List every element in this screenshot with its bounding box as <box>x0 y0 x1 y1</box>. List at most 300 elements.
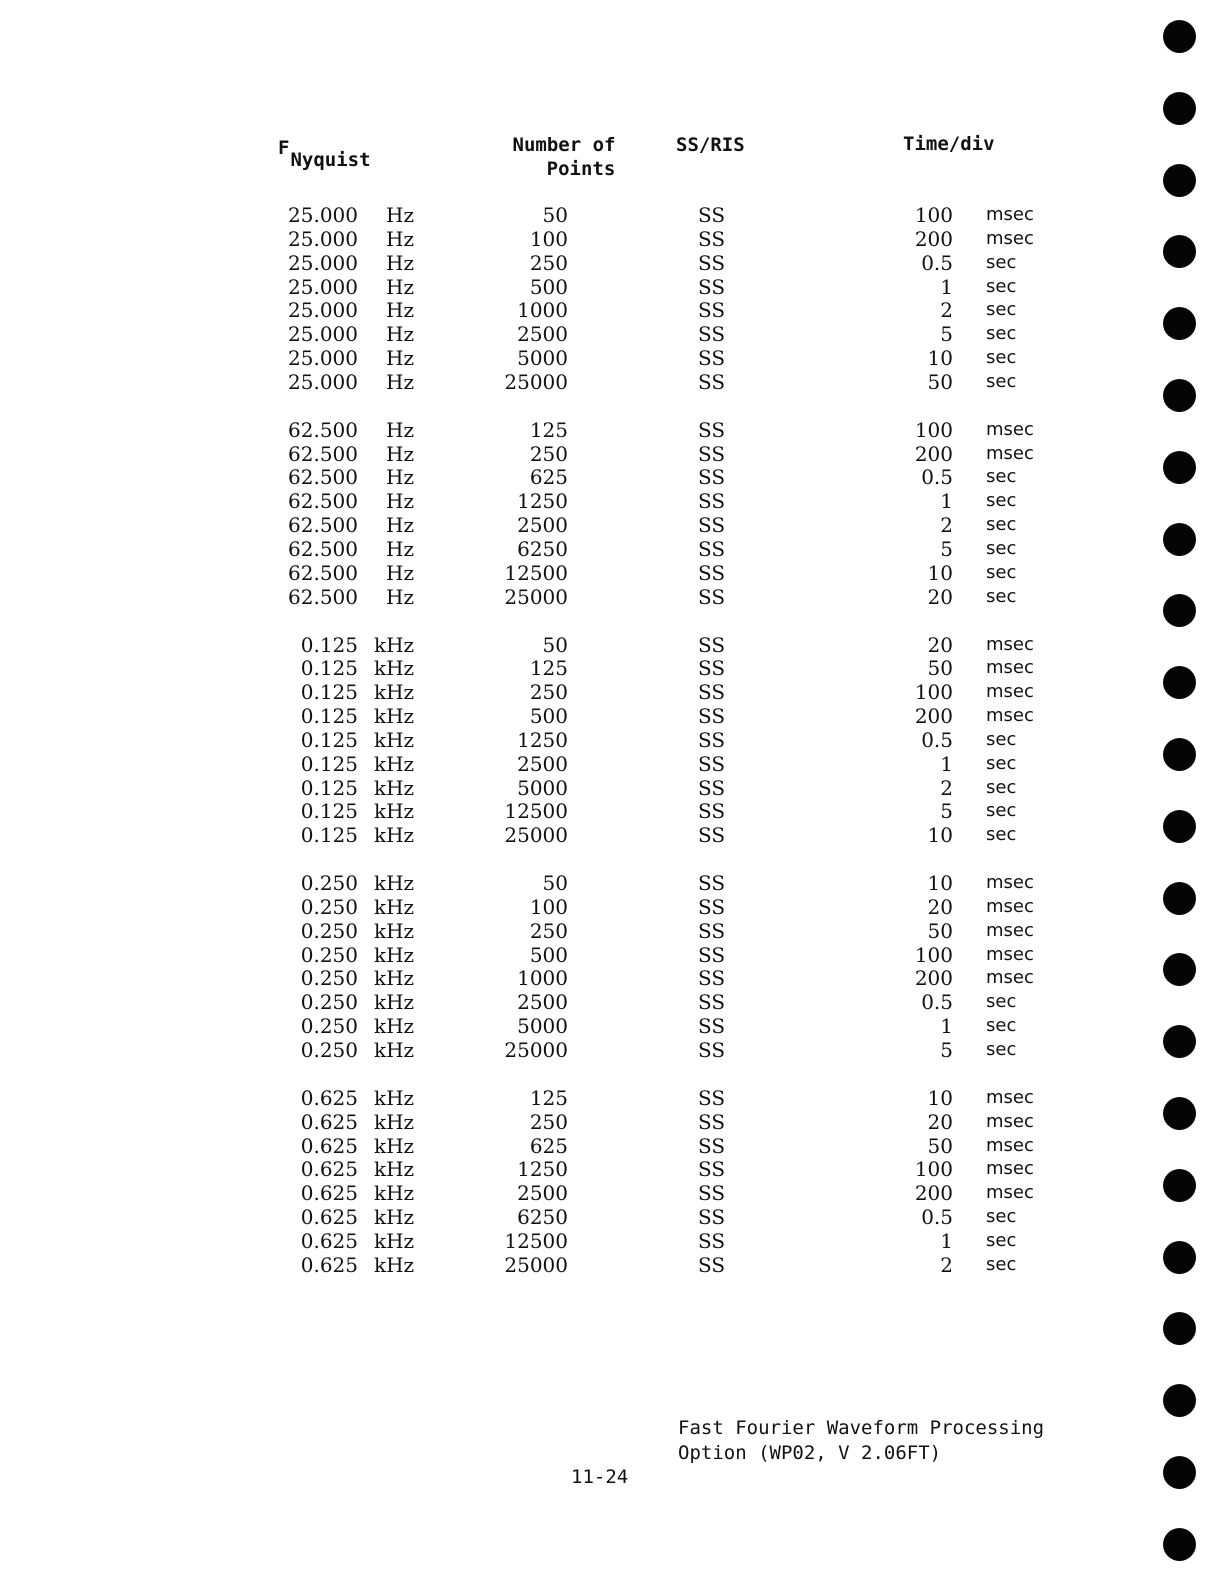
cell-frequency: 62.500 <box>288 441 358 466</box>
cell-frequency: 0.625 <box>300 1181 358 1206</box>
cell-ss-ris: SS <box>698 250 726 275</box>
table-row <box>270 943 1070 967</box>
cell-frequency-unit: kHz <box>374 966 415 991</box>
table-row <box>270 298 1070 322</box>
binder-hole-icon <box>1163 594 1196 627</box>
table-row <box>270 418 1070 442</box>
cell-frequency: 62.500 <box>288 489 358 514</box>
cell-ss-ris: SS <box>698 584 726 609</box>
cell-ss-ris: SS <box>698 871 726 896</box>
page-number: 11-24 <box>571 1466 629 1488</box>
cell-ss-ris: SS <box>698 1181 726 1206</box>
cell-ss-ris: SS <box>698 632 726 657</box>
table-row <box>270 489 1070 513</box>
cell-time-div-value: 20 <box>927 632 953 657</box>
cell-number-of-points: 1250 <box>517 1157 568 1182</box>
cell-frequency-unit: kHz <box>374 751 415 776</box>
header-points-line2: Points <box>546 158 616 180</box>
cell-time-div-unit: msec <box>986 919 1034 941</box>
cell-frequency: 0.250 <box>300 990 358 1015</box>
binder-hole-icon <box>1163 235 1196 268</box>
cell-frequency-unit: Hz <box>386 322 414 347</box>
cell-time-div-value: 5 <box>940 799 953 824</box>
cell-time-div-unit: sec <box>986 251 1017 273</box>
header-f-main: F <box>278 137 290 159</box>
cell-ss-ris: SS <box>698 203 726 227</box>
cell-frequency: 0.250 <box>300 966 358 991</box>
cell-time-div-unit: sec <box>986 323 1017 345</box>
table-group <box>270 871 1070 1062</box>
table-group <box>270 203 1070 394</box>
cell-time-div-value: 200 <box>914 1181 953 1206</box>
table-row <box>270 346 1070 370</box>
cell-time-div-value: 50 <box>927 369 953 394</box>
cell-frequency-unit: kHz <box>374 656 415 681</box>
cell-frequency-unit: Hz <box>386 489 414 514</box>
cell-ss-ris: SS <box>698 274 726 299</box>
cell-time-div-value: 10 <box>927 346 953 371</box>
cell-number-of-points: 625 <box>529 1133 568 1158</box>
cell-time-div-unit: msec <box>986 895 1034 917</box>
cell-frequency: 62.500 <box>288 560 358 585</box>
cell-number-of-points: 50 <box>542 871 568 896</box>
header-number-of-points <box>494 133 634 181</box>
cell-frequency-unit: Hz <box>386 465 414 490</box>
cell-time-div-unit: msec <box>986 204 1034 225</box>
cell-frequency: 0.250 <box>300 894 358 919</box>
cell-number-of-points: 100 <box>529 894 568 919</box>
binder-hole-icon <box>1163 1312 1196 1345</box>
cell-time-div-unit: sec <box>986 824 1017 846</box>
table-group <box>270 633 1070 848</box>
cell-number-of-points: 500 <box>529 274 568 299</box>
cell-number-of-points: 50 <box>542 203 568 227</box>
cell-time-div-unit: msec <box>986 442 1034 464</box>
cell-frequency-unit: kHz <box>374 1038 415 1062</box>
cell-ss-ris: SS <box>698 513 726 538</box>
table-row <box>270 680 1070 704</box>
binder-hole-icon <box>1163 1384 1196 1417</box>
footer-line2: Option (WP02, V 2.06FT) <box>678 1442 942 1464</box>
table-row <box>270 871 1070 895</box>
cell-time-div-value: 10 <box>927 1085 953 1110</box>
cell-ss-ris: SS <box>698 1252 726 1277</box>
table-row <box>270 1086 1070 1110</box>
cell-number-of-points: 250 <box>529 680 568 705</box>
cell-time-div-value: 1 <box>940 751 953 776</box>
table-row <box>270 1157 1070 1181</box>
cell-frequency-unit: kHz <box>374 1133 415 1158</box>
cell-ss-ris: SS <box>698 751 726 776</box>
cell-frequency-unit: Hz <box>386 536 414 561</box>
cell-time-div-unit: msec <box>986 633 1034 655</box>
cell-time-div-unit: sec <box>986 514 1017 536</box>
cell-frequency-unit: Hz <box>386 584 414 609</box>
cell-ss-ris: SS <box>698 1133 726 1158</box>
cell-ss-ris: SS <box>698 823 726 848</box>
cell-number-of-points: 25000 <box>504 369 568 394</box>
cell-ss-ris: SS <box>698 799 726 824</box>
cell-frequency-unit: kHz <box>374 680 415 705</box>
table-row <box>270 1205 1070 1229</box>
binder-hole-icon <box>1163 1025 1196 1058</box>
cell-frequency: 0.625 <box>300 1133 358 1158</box>
cell-frequency-unit: kHz <box>374 894 415 919</box>
cell-time-div-unit: msec <box>986 1086 1034 1108</box>
cell-number-of-points: 12500 <box>504 799 568 824</box>
table-row <box>270 990 1070 1014</box>
cell-frequency: 25.000 <box>288 369 358 394</box>
cell-ss-ris: SS <box>698 775 726 800</box>
cell-time-div-unit: msec <box>986 1158 1034 1180</box>
cell-time-div-value: 1 <box>940 274 953 299</box>
header-f-subscript: Nyquist <box>290 149 371 171</box>
cell-frequency: 0.125 <box>300 775 358 800</box>
cell-number-of-points: 1250 <box>517 727 568 752</box>
cell-number-of-points: 1250 <box>517 489 568 514</box>
cell-time-div-unit: msec <box>986 967 1034 989</box>
cell-frequency: 25.000 <box>288 203 358 227</box>
cell-ss-ris: SS <box>698 1085 726 1110</box>
binder-hole-icon <box>1163 810 1196 843</box>
cell-time-div-unit: msec <box>986 943 1034 965</box>
cell-frequency: 0.250 <box>300 871 358 896</box>
header-f-nyquist <box>278 136 371 171</box>
cell-time-div-value: 1 <box>940 1228 953 1253</box>
cell-time-div-value: 1 <box>940 1014 953 1039</box>
cell-frequency-unit: kHz <box>374 990 415 1015</box>
table-row <box>270 776 1070 800</box>
table-row <box>270 633 1070 657</box>
cell-frequency-unit: Hz <box>386 298 414 323</box>
cell-frequency-unit: Hz <box>386 203 414 227</box>
table-row <box>270 370 1070 394</box>
cell-time-div-unit: sec <box>986 537 1017 559</box>
cell-time-div-value: 0.5 <box>921 1205 953 1230</box>
cell-time-div-value: 2 <box>940 1252 953 1277</box>
table-row <box>270 465 1070 489</box>
cell-time-div-value: 0.5 <box>921 250 953 275</box>
cell-frequency: 0.125 <box>300 751 358 776</box>
table-row <box>270 1134 1070 1158</box>
cell-frequency: 0.625 <box>300 1252 358 1277</box>
table-row <box>270 823 1070 847</box>
cell-time-div-value: 5 <box>940 322 953 347</box>
cell-time-div-unit: msec <box>986 705 1034 727</box>
cell-frequency: 62.500 <box>288 417 358 442</box>
cell-frequency-unit: kHz <box>374 823 415 848</box>
cell-time-div-unit: msec <box>986 681 1034 703</box>
cell-ss-ris: SS <box>698 1228 726 1253</box>
cell-number-of-points: 125 <box>529 1085 568 1110</box>
cell-time-div-value: 200 <box>914 226 953 251</box>
table-row <box>270 251 1070 275</box>
cell-number-of-points: 125 <box>529 417 568 442</box>
cell-number-of-points: 25000 <box>504 823 568 848</box>
cell-time-div-unit: sec <box>986 1039 1017 1060</box>
table-row <box>270 799 1070 823</box>
cell-time-div-unit: sec <box>986 728 1017 750</box>
cell-frequency-unit: kHz <box>374 942 415 967</box>
cell-frequency-unit: Hz <box>386 560 414 585</box>
cell-ss-ris: SS <box>698 966 726 991</box>
binder-hole-icon <box>1163 738 1196 771</box>
table-row <box>270 1229 1070 1253</box>
cell-frequency: 0.625 <box>300 1205 358 1230</box>
cell-frequency: 0.250 <box>300 918 358 943</box>
cell-frequency-unit: Hz <box>386 513 414 538</box>
cell-frequency-unit: kHz <box>374 799 415 824</box>
cell-time-div-value: 10 <box>927 823 953 848</box>
cell-time-div-value: 200 <box>914 441 953 466</box>
cell-number-of-points: 500 <box>529 942 568 967</box>
cell-number-of-points: 5000 <box>517 775 568 800</box>
table-row <box>270 895 1070 919</box>
cell-number-of-points: 50 <box>542 632 568 657</box>
cell-frequency-unit: kHz <box>374 1205 415 1230</box>
table-row <box>270 322 1070 346</box>
binder-hole-icon <box>1163 307 1196 340</box>
table-row <box>270 1014 1070 1038</box>
cell-ss-ris: SS <box>698 680 726 705</box>
footer-line1: Fast Fourier Waveform Processing <box>678 1417 1045 1439</box>
table-row <box>270 561 1070 585</box>
cell-ss-ris: SS <box>698 489 726 514</box>
table-row <box>270 752 1070 776</box>
cell-number-of-points: 1000 <box>517 966 568 991</box>
table-row <box>270 442 1070 466</box>
cell-frequency-unit: kHz <box>374 1252 415 1277</box>
cell-time-div-unit: sec <box>986 1206 1017 1228</box>
cell-frequency-unit: Hz <box>386 346 414 371</box>
binder-hole-icon <box>1163 1528 1196 1561</box>
cell-number-of-points: 25000 <box>504 1252 568 1277</box>
cell-frequency: 25.000 <box>288 298 358 323</box>
cell-frequency-unit: kHz <box>374 1228 415 1253</box>
cell-number-of-points: 5000 <box>517 346 568 371</box>
binder-hole-icon <box>1163 1097 1196 1130</box>
cell-time-div-unit: sec <box>986 275 1017 297</box>
cell-number-of-points: 250 <box>529 1109 568 1134</box>
cell-number-of-points: 100 <box>529 226 568 251</box>
cell-frequency-unit: kHz <box>374 632 415 657</box>
table-row <box>270 513 1070 537</box>
table-row <box>270 275 1070 299</box>
cell-ss-ris: SS <box>698 369 726 394</box>
cell-frequency: 25.000 <box>288 322 358 347</box>
table-row <box>270 656 1070 680</box>
cell-time-div-value: 100 <box>914 417 953 442</box>
cell-frequency-unit: kHz <box>374 1014 415 1039</box>
cell-frequency-unit: Hz <box>386 250 414 275</box>
cell-time-div-value: 20 <box>927 894 953 919</box>
cell-frequency: 0.250 <box>300 1038 358 1062</box>
cell-frequency-unit: Hz <box>386 226 414 251</box>
cell-frequency: 25.000 <box>288 346 358 371</box>
cell-number-of-points: 2500 <box>517 990 568 1015</box>
cell-frequency: 0.625 <box>300 1109 358 1134</box>
table-row <box>270 227 1070 251</box>
cell-number-of-points: 250 <box>529 250 568 275</box>
cell-frequency: 0.250 <box>300 1014 358 1039</box>
cell-time-div-unit: sec <box>986 490 1017 512</box>
cell-time-div-unit: sec <box>986 561 1017 583</box>
cell-time-div-value: 50 <box>927 656 953 681</box>
cell-frequency: 62.500 <box>288 584 358 609</box>
table-row <box>270 966 1070 990</box>
binder-hole-icon <box>1163 164 1196 197</box>
cell-time-div-value: 100 <box>914 1157 953 1182</box>
table-row <box>270 1253 1070 1277</box>
cell-frequency: 0.625 <box>300 1228 358 1253</box>
cell-ss-ris: SS <box>698 727 726 752</box>
cell-frequency-unit: Hz <box>386 274 414 299</box>
table-group <box>270 418 1070 609</box>
cell-frequency: 0.625 <box>300 1085 358 1110</box>
table-row <box>270 1038 1070 1062</box>
cell-frequency-unit: kHz <box>374 704 415 729</box>
cell-time-div-unit: sec <box>986 752 1017 774</box>
binder-hole-icon <box>1163 1169 1196 1202</box>
cell-frequency: 0.125 <box>300 823 358 848</box>
binder-hole-icon <box>1163 523 1196 556</box>
cell-ss-ris: SS <box>698 465 726 490</box>
binder-hole-icon <box>1163 882 1196 915</box>
cell-ss-ris: SS <box>698 1014 726 1039</box>
binder-hole-icon <box>1163 953 1196 986</box>
table-row <box>270 203 1070 227</box>
cell-number-of-points: 125 <box>529 656 568 681</box>
cell-number-of-points: 2500 <box>517 513 568 538</box>
cell-ss-ris: SS <box>698 417 726 442</box>
cell-ss-ris: SS <box>698 1157 726 1182</box>
cell-ss-ris: SS <box>698 894 726 919</box>
cell-ss-ris: SS <box>698 990 726 1015</box>
footer-title <box>678 1416 1044 1466</box>
header-time-div: Time/div <box>903 133 995 155</box>
header-points-line1: Number of <box>512 134 616 156</box>
cell-time-div-value: 50 <box>927 918 953 943</box>
binder-hole-icon <box>1163 379 1196 412</box>
cell-ss-ris: SS <box>698 918 726 943</box>
cell-frequency-unit: kHz <box>374 1157 415 1182</box>
cell-number-of-points: 25000 <box>504 1038 568 1062</box>
cell-time-div-unit: sec <box>986 1015 1017 1037</box>
cell-number-of-points: 6250 <box>517 536 568 561</box>
table-row <box>270 585 1070 609</box>
cell-frequency: 0.125 <box>300 727 358 752</box>
table-group <box>270 1086 1070 1277</box>
cell-time-div-unit: msec <box>986 227 1034 249</box>
cell-time-div-unit: sec <box>986 1229 1017 1251</box>
cell-time-div-unit: msec <box>986 872 1034 894</box>
cell-frequency: 0.125 <box>300 680 358 705</box>
cell-frequency-unit: Hz <box>386 369 414 394</box>
cell-ss-ris: SS <box>698 536 726 561</box>
cell-frequency-unit: kHz <box>374 1085 415 1110</box>
cell-frequency: 62.500 <box>288 513 358 538</box>
cell-number-of-points: 2500 <box>517 751 568 776</box>
cell-ss-ris: SS <box>698 560 726 585</box>
cell-time-div-value: 200 <box>914 704 953 729</box>
cell-time-div-value: 2 <box>940 513 953 538</box>
cell-ss-ris: SS <box>698 441 726 466</box>
cell-number-of-points: 625 <box>529 465 568 490</box>
cell-time-div-value: 50 <box>927 1133 953 1158</box>
cell-frequency-unit: kHz <box>374 918 415 943</box>
cell-time-div-unit: sec <box>986 370 1017 392</box>
cell-time-div-value: 20 <box>927 584 953 609</box>
binder-hole-icon <box>1163 666 1196 699</box>
binder-holes <box>1163 20 1197 1572</box>
cell-frequency-unit: Hz <box>386 417 414 442</box>
cell-time-div-value: 10 <box>927 560 953 585</box>
cell-time-div-unit: sec <box>986 776 1017 798</box>
cell-frequency-unit: Hz <box>386 441 414 466</box>
binder-hole-icon <box>1163 451 1196 484</box>
cell-number-of-points: 2500 <box>517 1181 568 1206</box>
cell-ss-ris: SS <box>698 1109 726 1134</box>
cell-time-div-unit: msec <box>986 1182 1034 1204</box>
cell-number-of-points: 12500 <box>504 1228 568 1253</box>
settings-table <box>270 203 1070 1301</box>
cell-time-div-unit: msec <box>986 1110 1034 1132</box>
cell-number-of-points: 12500 <box>504 560 568 585</box>
header-ss-ris: SS/RIS <box>676 134 745 156</box>
cell-frequency-unit: kHz <box>374 727 415 752</box>
cell-number-of-points: 5000 <box>517 1014 568 1039</box>
cell-frequency: 0.250 <box>300 942 358 967</box>
binder-hole-icon <box>1163 92 1196 125</box>
cell-frequency: 0.125 <box>300 632 358 657</box>
binder-hole-icon <box>1163 20 1196 53</box>
cell-ss-ris: SS <box>698 298 726 323</box>
cell-number-of-points: 1000 <box>517 298 568 323</box>
cell-ss-ris: SS <box>698 704 726 729</box>
cell-frequency: 25.000 <box>288 226 358 251</box>
cell-ss-ris: SS <box>698 1205 726 1230</box>
cell-ss-ris: SS <box>698 346 726 371</box>
cell-frequency: 25.000 <box>288 274 358 299</box>
table-row <box>270 919 1070 943</box>
cell-number-of-points: 250 <box>529 918 568 943</box>
cell-number-of-points: 500 <box>529 704 568 729</box>
table-row <box>270 1181 1070 1205</box>
cell-time-div-unit: sec <box>986 585 1017 607</box>
cell-time-div-unit: sec <box>986 466 1017 488</box>
cell-frequency: 0.125 <box>300 656 358 681</box>
cell-time-div-value: 100 <box>914 203 953 227</box>
cell-ss-ris: SS <box>698 1038 726 1062</box>
binder-hole-icon <box>1163 1456 1196 1489</box>
cell-frequency: 0.125 <box>300 704 358 729</box>
cell-time-div-unit: sec <box>986 1253 1017 1275</box>
cell-time-div-value: 2 <box>940 775 953 800</box>
cell-frequency: 0.625 <box>300 1157 358 1182</box>
cell-time-div-value: 10 <box>927 871 953 896</box>
cell-time-div-unit: sec <box>986 991 1017 1013</box>
cell-time-div-unit: msec <box>986 1134 1034 1156</box>
table-row <box>270 1110 1070 1134</box>
cell-ss-ris: SS <box>698 226 726 251</box>
cell-number-of-points: 2500 <box>517 322 568 347</box>
cell-number-of-points: 250 <box>529 441 568 466</box>
cell-time-div-unit: sec <box>986 800 1017 822</box>
table-row <box>270 537 1070 561</box>
cell-time-div-value: 0.5 <box>921 727 953 752</box>
cell-frequency-unit: kHz <box>374 775 415 800</box>
cell-frequency: 0.125 <box>300 799 358 824</box>
